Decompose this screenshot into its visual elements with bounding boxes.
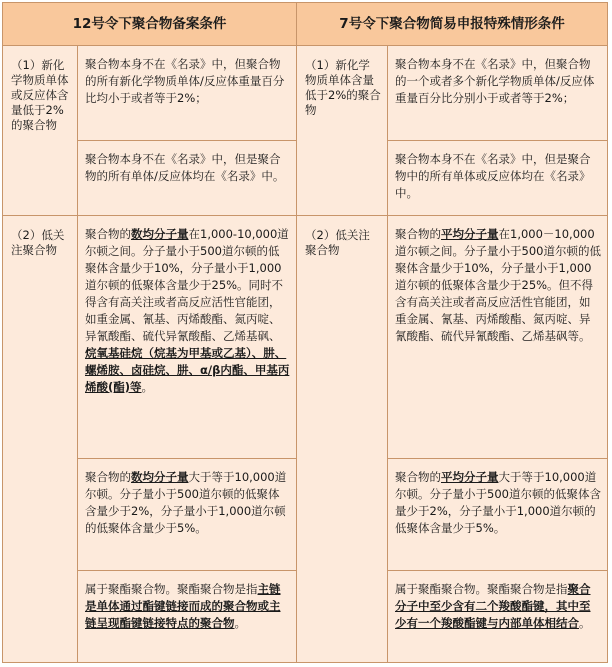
row1-right-condition-b: 聚合物本身不在《名录》中，但是聚合物中的所有单体或反应体均在《名录》中。 [387,140,607,215]
row2-left-condition-b [77,458,296,570]
comparison-table [2,2,608,663]
row2-right-label: （2）低关注聚合物 [296,215,387,662]
header-right: 7号令下聚合物简易申报特殊情形条件 [296,3,607,45]
right-c-term: 聚合分子中至少含有二个羧酸酯键，其中至少有一个羧酸酯键与内部单体相结合 [395,582,591,630]
row1-right-condition-a: 聚合物本身不在《名录》中，但聚合物的一个或者多个新化学物质单体/反应体重量百分比分别小于或者等于2%； [387,45,607,140]
left-c-text-1: 属于聚酯聚合物。聚酯聚合物是指 [85,582,258,596]
left-a-groups: 烷氧基硅烷（烷基为甲基或乙基）、肼、螺烯胺、卤硅烷、肼、α/β内酯、甲基丙烯酸(酯)等 [85,346,290,394]
left-a-text-4: 。 [141,380,154,394]
row2-right-condition-b [387,458,607,570]
right-b-text-1: 聚合物的 [395,470,441,484]
row1-left-condition-b: 聚合物本身不在《名录》中，但是聚合物的所有单体/反应体均在《名录》中。 [77,140,296,215]
right-b-text-2: 大于等于10,000道尔顿。分子量小于500道尔顿的低聚体含量少于2%，分子量小于1,000道尔顿的低聚体含量少于5%。 [395,470,601,535]
right-c-text-2: 。 [579,616,591,630]
header-left: 12号令下聚合物备案条件 [3,3,296,45]
row2-right-condition-c [387,570,607,662]
right-c-text-1: 属于聚酯聚合物。聚酯聚合物是指 [395,582,568,596]
left-a-term: 数均分子量 [131,227,189,241]
left-b-text-2: 大于等于10,000道尔顿。分子量小于500道尔顿的低聚体含量少于2%，分子量小于1,000道尔顿的低聚体含量少于5%。 [85,470,287,535]
left-a-text-2: 在1,000-10,000道尔顿之间。分子量小于500道尔顿的低聚体含量少于10%，分子量小于1,000道尔顿的低聚体含量少于25%。同时不得含有高关注或者高反应活性官能团，如重金属、氰基、丙烯酸酯、氮丙啶、异氰酸酯、硫代异氰酸酯、乙烯基砜、 [85,227,289,343]
row1-left-condition-a: 聚合物本身不在《名录》中，但聚合物的所有新化学物质单体/反应体重量百分比均小于或者等于2%； [77,45,296,140]
left-c-term: 主链是单体通过酯键链接而成的聚合物或主链呈现酯键链接特点的聚合物 [85,582,281,630]
row2-right-condition-a [387,215,607,458]
right-a-text-1: 聚合物的 [395,227,441,241]
left-b-term: 数均分子量 [131,470,189,484]
right-a-text-2: 在1,000－10,000道尔顿之间。分子量小于500道尔顿的低聚体含量少于10%，分子量小于1,000道尔顿的低聚体含量少于25%。但不得含有高关注或者高反应活性官能团，如重金属、氰基、丙烯酸酯、氮丙啶、异氰酸酯、硫代异氰酸酯、乙烯基砜等。 [395,227,601,343]
row2-left-condition-a [77,215,296,458]
right-a-term: 平均分子量 [441,227,499,241]
right-b-term: 平均分子量 [441,470,499,484]
left-c-text-2: 。 [234,616,246,630]
left-a-text-1: 聚合物的 [85,227,131,241]
row1-right-label: （1）新化学物质单体含量低于2%的聚合物 [296,45,387,215]
row2-left-label: （2）低关注聚合物 [3,215,77,662]
row1-left-label: （1）新化学物质单体或反应体含量低于2%的聚合物 [3,45,77,215]
row2-left-condition-c [77,570,296,662]
left-b-text-1: 聚合物的 [85,470,131,484]
